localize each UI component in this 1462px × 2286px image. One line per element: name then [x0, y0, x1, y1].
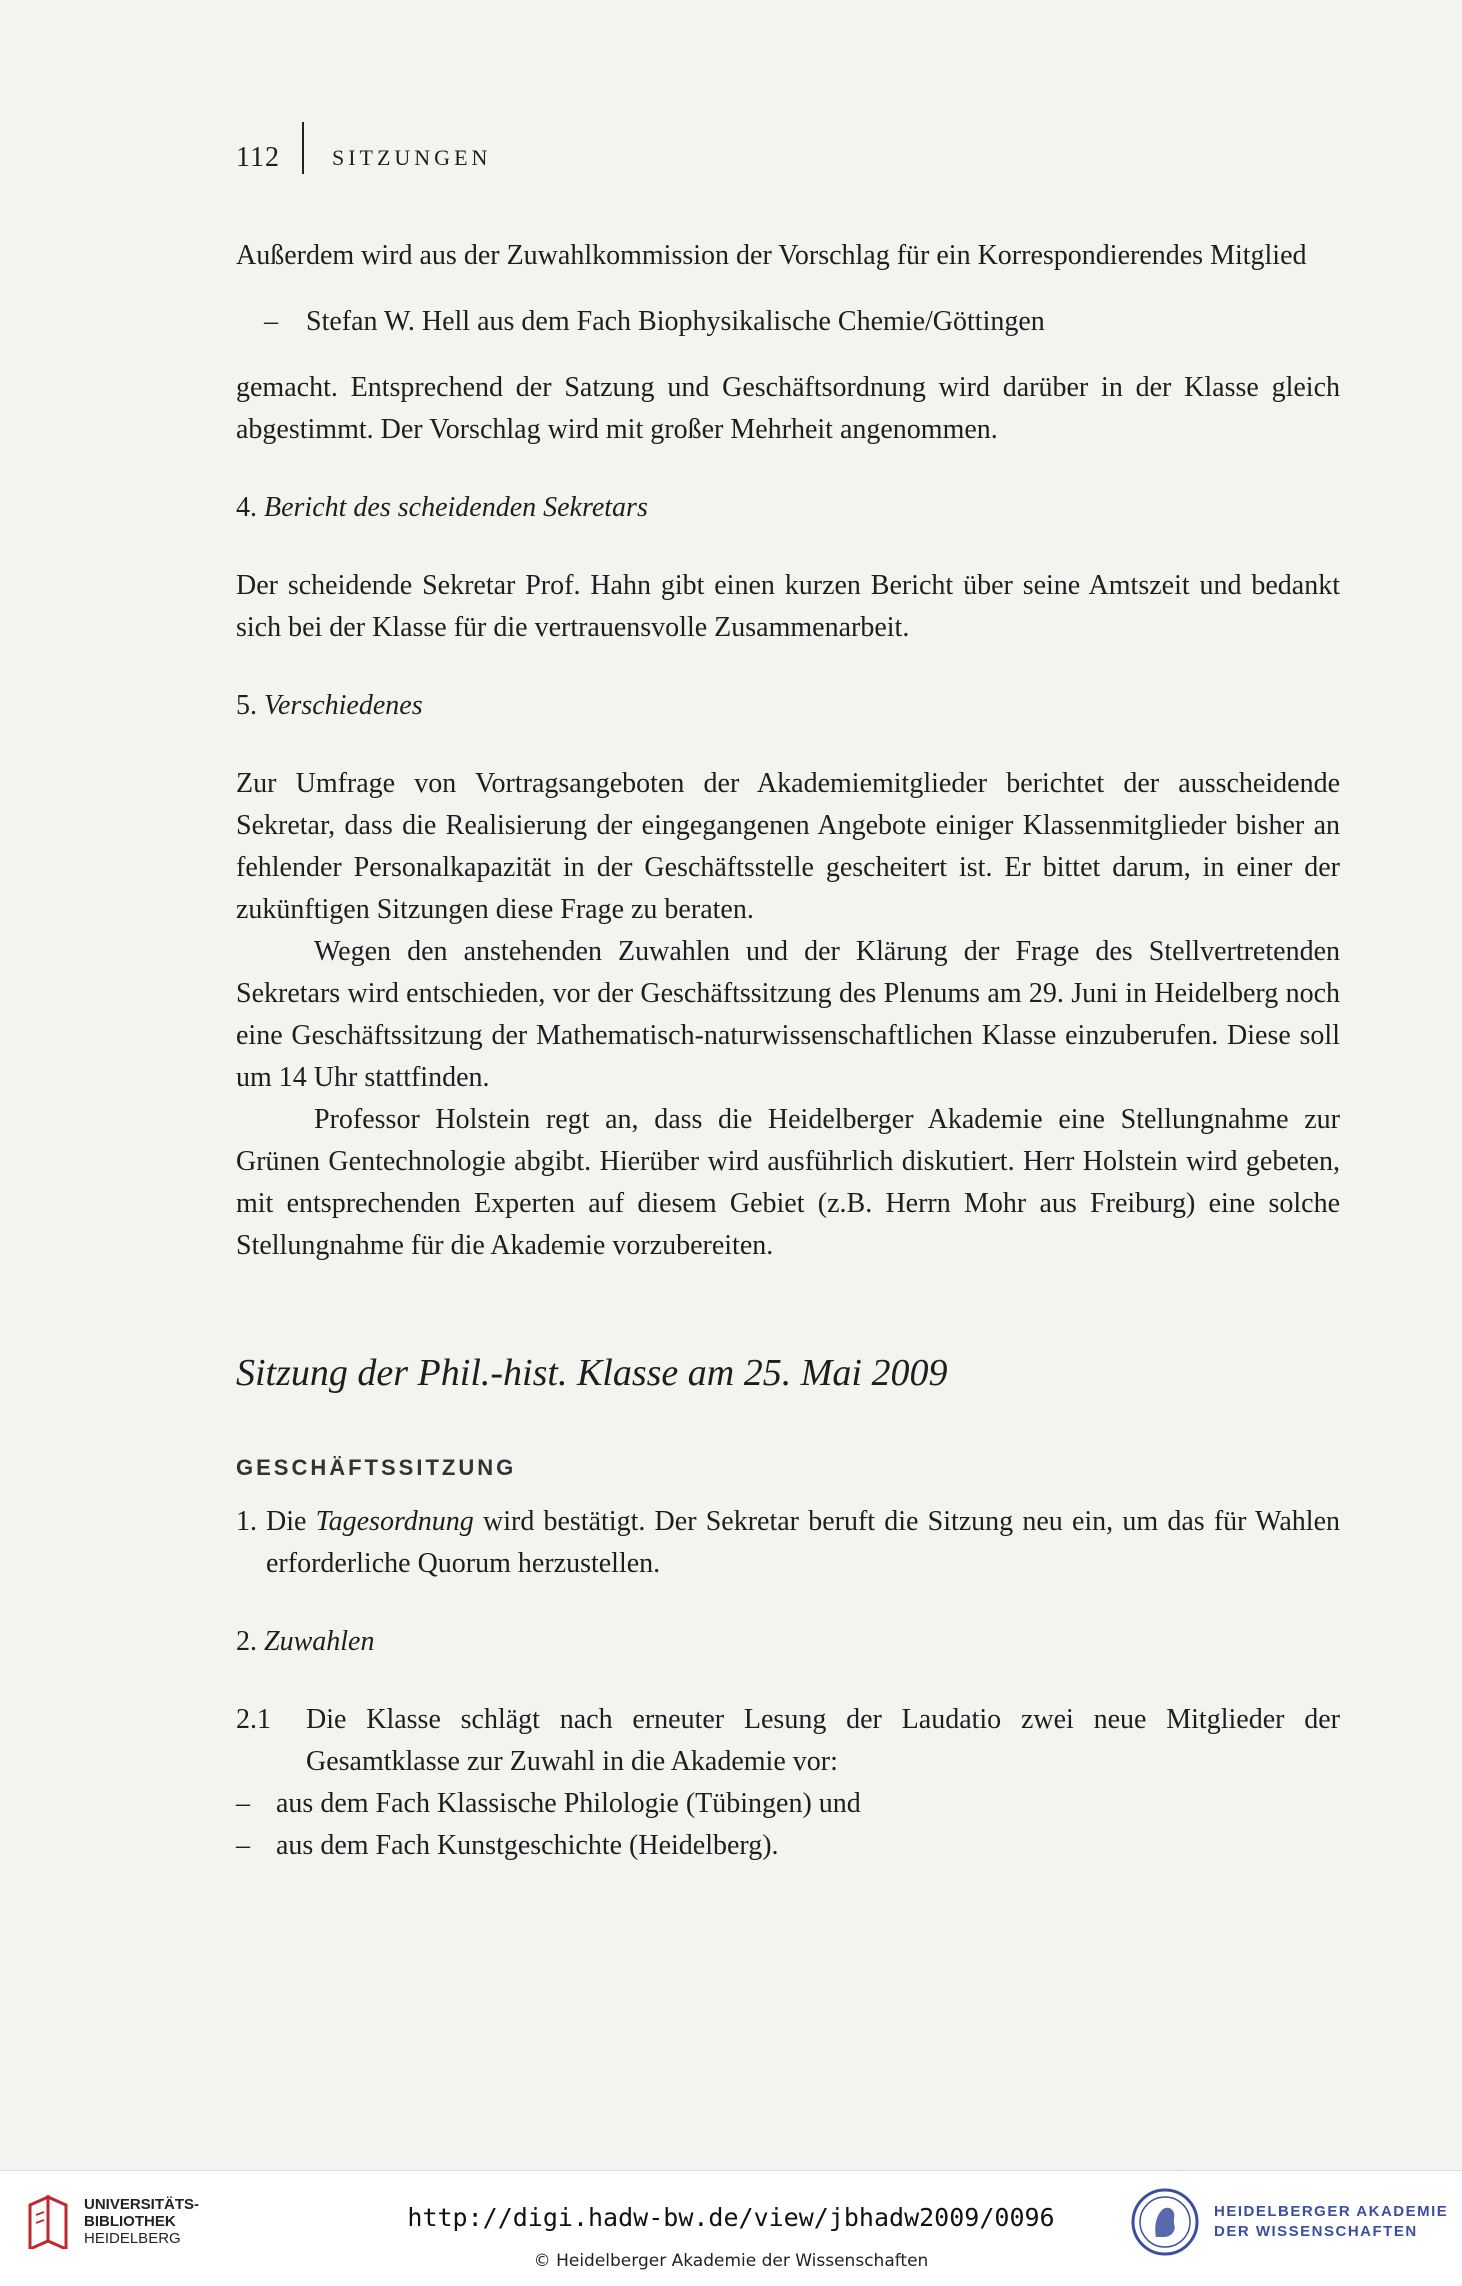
- running-head: [236, 138, 491, 178]
- copyright-notice: © Heidelberger Akademie der Wissenschaften: [533, 2251, 929, 2271]
- agenda-item: [236, 1501, 1340, 1585]
- agenda-number: 4.: [236, 492, 257, 523]
- agenda-heading: [236, 1621, 1340, 1663]
- agenda-title: Bericht des scheidenden Sekretars: [264, 492, 648, 523]
- paragraph: Wegen den anstehenden Zuwahlen und der Klärung der Frage des Stellvertretenden Sekretars wird entschieden, vor der Geschäftssitzung des Plenums am 29. Juni in Heidelberg noch eine Geschäftssitzung der Mathematisch-naturwissenschaftlichen Klasse einzuberufen. Diese soll um 14 Uhr stattfinden.: [236, 936, 1340, 1093]
- list-item: [236, 1783, 1340, 1825]
- academy-seal-icon: [1130, 2187, 1200, 2257]
- agenda-number: 2.1: [236, 1704, 271, 1735]
- list-item: [236, 301, 1340, 343]
- list-item-text: Stefan W. Hell aus dem Fach Biophysikalische Chemie/Göttingen: [306, 306, 1045, 337]
- agenda-number: 2.: [236, 1626, 257, 1657]
- dash-marker: –: [264, 306, 278, 337]
- page-number: 112: [236, 142, 280, 173]
- agenda-item-text: Die Klasse schlägt nach erneuter Lesung der Laudatio zwei neue Mitglieder der Gesamtklasse zur Zuwahl in die Akademie vor:: [306, 1704, 1340, 1777]
- header-divider: [302, 122, 304, 174]
- list-item-text: aus dem Fach Kunstgeschichte (Heidelberg).: [276, 1830, 779, 1861]
- paragraph: Außerdem wird aus der Zuwahlkommission der Vorschlag für ein Korrespondierendes Mitglied: [236, 240, 1307, 271]
- agenda-heading: [236, 487, 1340, 529]
- paragraph: gemacht. Entsprechend der Satzung und Geschäftsordnung wird darüber in der Klasse gleich abgestimmt. Der Vorschlag wird mit großer Mehrheit angenommen.: [236, 372, 1340, 445]
- agenda-title: Zuwahlen: [264, 1626, 375, 1657]
- agenda-number: 1.: [236, 1506, 257, 1537]
- dash-marker: –: [236, 1788, 250, 1819]
- paragraph: Der scheidende Sekretar Prof. Hahn gibt einen kurzen Bericht über seine Amtszeit und bedankt sich bei der Klasse für die vertrauensvolle Zusammenarbeit.: [236, 570, 1340, 643]
- page-body: [236, 235, 1340, 1867]
- academy-logo[interactable]: [1130, 2187, 1448, 2257]
- academy-name: HEIDELBERGER AKADEMIE DER WISSENSCHAFTEN: [1214, 2203, 1449, 2240]
- paragraph: Zur Umfrage von Vortragsangeboten der Akademiemitglieder berichtet der ausscheidende Sekretar, dass die Realisierung der eingegangenen Angebote einiger Klassenmitglieder bisher an fehlender Personalkapazität in der Geschäftsstelle gescheitert ist. Er bittet darum, in einer der zukünftigen Sitzungen diese Frage zu beraten.: [236, 768, 1340, 925]
- section-title: SITZUNGEN: [331, 145, 492, 170]
- list-item: [236, 1825, 1340, 1867]
- subsection-heading: GESCHÄFTSSITZUNG: [236, 1455, 517, 1480]
- viewer-footer: [0, 2170, 1462, 2286]
- paragraph: Professor Holstein regt an, dass die Heidelberger Akademie eine Stellungnahme zur Grünen Gentechnologie abgibt. Hierüber wird ausführlich diskutiert. Herr Holstein wird gebeten, mit entsprechenden Experten auf diesem Gebiet (z.B. Herrn Mohr aus Freiburg) eine solche Stellungnahme für die Akademie vorzubereiten.: [236, 1104, 1340, 1261]
- list-item-text: aus dem Fach Klassische Philologie (Tübingen) und: [276, 1788, 861, 1819]
- permalink-url[interactable]: http://digi.hadw-bw.de/view/jbhadw2009/0096: [407, 2203, 1055, 2232]
- dash-marker: –: [236, 1830, 250, 1861]
- agenda-title: Verschiedenes: [264, 690, 423, 721]
- session-title: Sitzung der Phil.-hist. Klasse am 25. Mai 2009: [236, 1352, 948, 1394]
- agenda-number: 5.: [236, 690, 257, 721]
- library-name: UNIVERSITÄTS- BIBLIOTHEK HEIDELBERG: [84, 2195, 200, 2247]
- agenda-heading: [236, 685, 1340, 727]
- agenda-item: [236, 1699, 1340, 1783]
- agenda-item-text: Die Tagesordnung wird bestätigt. Der Sekretar beruft die Sitzung neu ein, um das für Wahlen erforderliche Quorum herzustellen.: [266, 1506, 1340, 1579]
